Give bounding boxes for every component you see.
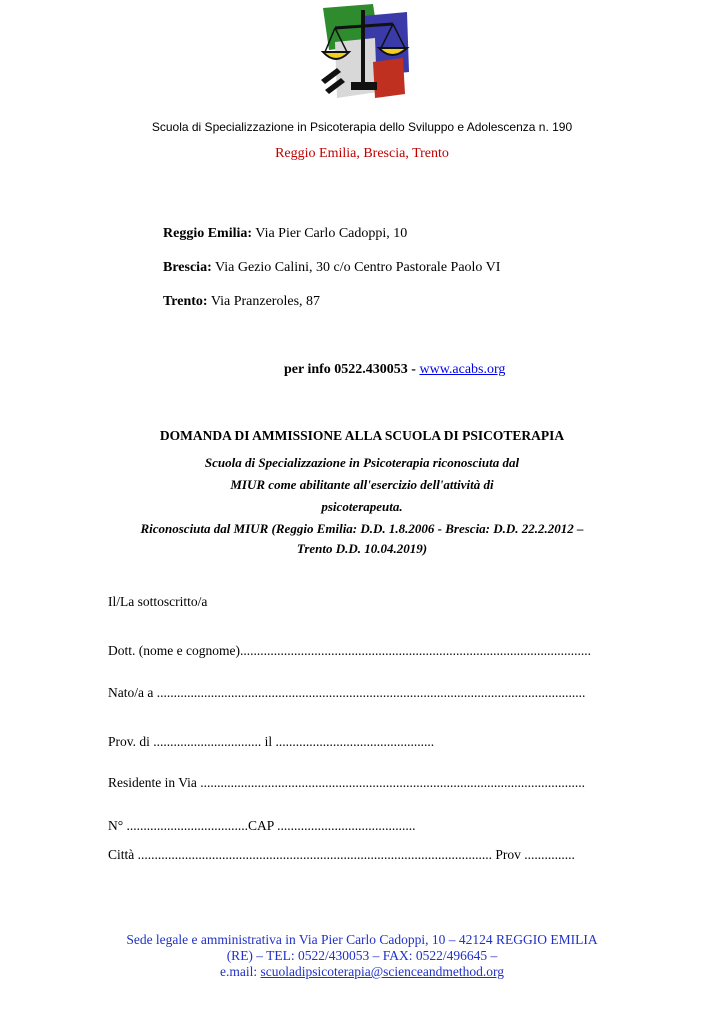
- school-cities: Reggio Emilia, Brescia, Trento: [275, 146, 449, 161]
- field-province-date[interactable]: Prov. di ................................ il ...............................................: [108, 734, 435, 749]
- address-brescia: [163, 260, 500, 276]
- info-line: [284, 362, 505, 378]
- address-trento: [163, 294, 320, 310]
- footer-email-line: [0, 964, 724, 980]
- field-name[interactable]: Dott. (nome e cognome)........................................................................................................: [108, 643, 591, 658]
- subtitle-line: Riconosciuta dal MIUR (Reggio Emilia: D.D. 1.8.2006 - Brescia: D.D. 22.2.2012 –: [140, 521, 584, 536]
- address-city: Reggio Emilia:: [163, 226, 253, 241]
- subtitle-line: psicoterapeuta.: [321, 499, 403, 514]
- address-text: Via Pranzeroles, 87: [210, 294, 321, 309]
- address-city: Brescia:: [163, 260, 212, 275]
- scales-of-justice-icon: [315, 2, 411, 102]
- subtitle-line: MIUR come abilitante all'esercizio dell'attività di: [230, 477, 494, 492]
- website-link[interactable]: www.acabs.org: [419, 362, 506, 377]
- email-label: e.mail:: [220, 964, 258, 979]
- document-title: DOMANDA DI AMMISSIONE ALLA SCUOLA DI PSICOTERAPIA: [159, 428, 565, 443]
- subtitle-line: Trento D.D. 10.04.2019): [296, 541, 428, 556]
- address-city: Trento:: [163, 294, 208, 309]
- footer-line: Sede legale e amministrativa in Via Pier Carlo Cadoppi, 10 – 42124 REGGIO EMILIA: [126, 932, 598, 947]
- address-text: Via Pier Carlo Cadoppi, 10: [255, 226, 408, 241]
- address-text: Via Gezio Calini, 30 c/o Centro Pastorale Paolo VI: [214, 260, 501, 275]
- info-label: per info 0522.430053 -: [284, 362, 416, 377]
- school-name: Scuola di Specializzazione in Psicoterapia dello Sviluppo e Adolescenza n. 190: [151, 120, 573, 134]
- subtitle-line: Scuola di Specializzazione in Psicoterapia riconosciuta dal: [204, 455, 520, 470]
- form-intro: Il/La sottoscritto/a: [108, 594, 208, 609]
- address-reggio-emilia: [163, 226, 407, 242]
- field-birthplace[interactable]: Nato/a a ...............................................................................................................................: [108, 685, 586, 700]
- email-link[interactable]: scuoladipsicoterapia@scienceandmethod.org: [260, 964, 504, 979]
- field-address[interactable]: Residente in Via ..................................................................................................................: [108, 775, 586, 790]
- field-city-province[interactable]: Città ......................................................................................................... Prov ...............: [108, 847, 575, 862]
- field-number-cap[interactable]: N° ....................................CAP .........................................: [108, 818, 416, 833]
- footer-line: (RE) – TEL: 0522/430053 – FAX: 0522/496645 –: [226, 948, 498, 963]
